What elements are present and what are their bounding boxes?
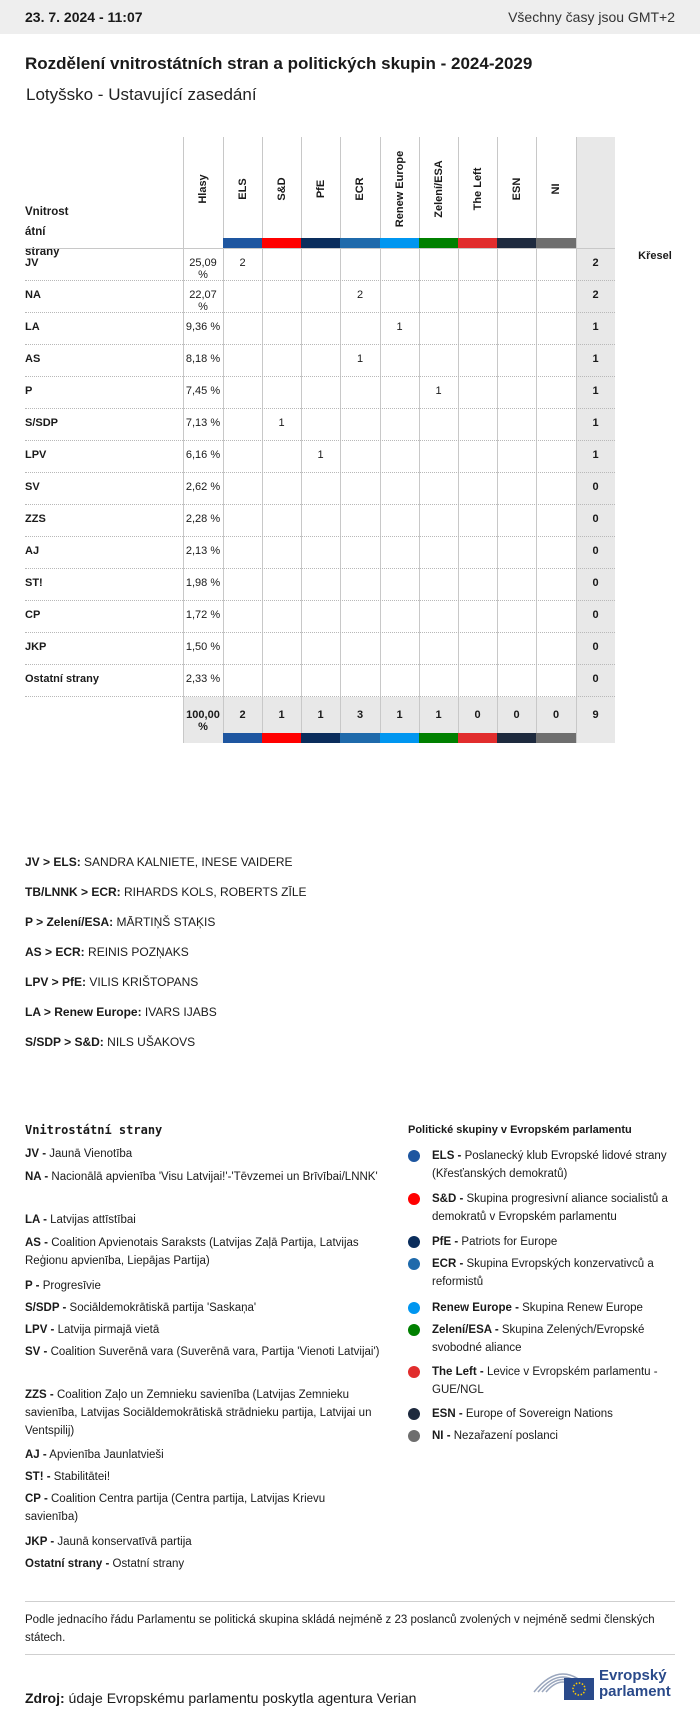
row-divider (25, 408, 615, 409)
row-total-seats: 0 (592, 641, 599, 653)
group-color-bar (419, 238, 458, 248)
group-name: Skupina progresivní aliance socialistů a demokratů v Evropském parlamentu (432, 1193, 668, 1223)
row-party-4: P (25, 385, 33, 397)
row-party-6: LPV (25, 449, 47, 461)
row-total-seats: 0 (592, 513, 599, 525)
group-name: Poslanecký klub Evropské lidové strany (Křesťanských demokratů) (432, 1150, 667, 1180)
row-party-12: JKP (25, 641, 47, 653)
group-color-bar (301, 238, 340, 248)
row-party-9: AJ (25, 545, 40, 557)
ep-logo (530, 1662, 680, 1710)
group-color-bar (419, 733, 458, 743)
group-abbr: ELS - (432, 1150, 462, 1162)
group-color-dot-icon (408, 1302, 420, 1314)
national-party-entry (25, 1446, 380, 1464)
row-votes: 22,07 % (189, 289, 217, 313)
national-party-entry (25, 1555, 380, 1573)
national-party-abbr: Ostatní strany - (25, 1558, 110, 1570)
group-name: Skupina Renew Europe (518, 1302, 643, 1314)
national-party-entry (25, 1277, 380, 1295)
votes-column-header: Hlasy (197, 174, 209, 204)
mep-names: VILIS KRIŠTOPANS (86, 975, 199, 989)
row-divider (25, 664, 615, 665)
mep-entry (25, 1005, 217, 1019)
national-party-entry (25, 1343, 380, 1361)
group-color-dot-icon (408, 1408, 420, 1420)
row-group-seats: 1 (278, 417, 285, 429)
group-entry (408, 1321, 678, 1357)
group-abbr: Renew Europe - (432, 1302, 519, 1314)
mep-names: MĀRTIŅŠ STAĶIS (113, 915, 216, 929)
total-group-seats: 1 (317, 709, 324, 721)
row-group-seats: 1 (396, 321, 403, 333)
header-divider (25, 248, 615, 249)
national-party-abbr: JV - (25, 1148, 47, 1160)
national-party-name: Apvienība Jaunlatvieši (46, 1449, 164, 1461)
group-legend-title: Politické skupiny v Evropském parlamentu (408, 1124, 632, 1136)
total-seats: 9 (592, 709, 599, 721)
group-color-bar (536, 238, 576, 248)
group-color-dot-icon (408, 1258, 420, 1270)
row-total-seats: 0 (592, 673, 599, 685)
ep-emblem-icon (530, 1662, 596, 1702)
row-votes: 9,36 % (185, 321, 221, 333)
group-header-els: ELS (236, 178, 249, 200)
mep-key: TB/LNNK > ECR: (25, 885, 121, 899)
row-total-seats: 0 (592, 609, 599, 621)
group-header-zelen-esa: Zelení/ESA (432, 160, 445, 218)
national-party-abbr: LA - (25, 1214, 47, 1226)
national-party-entry (25, 1299, 380, 1317)
row-total-seats: 2 (592, 289, 599, 301)
national-legend-title: Vnitrostátní strany (25, 1123, 163, 1137)
row-party-13: Ostatní strany (25, 673, 99, 685)
total-group-seats: 0 (513, 709, 520, 721)
group-color-bar (301, 733, 340, 743)
group-color-bar (340, 733, 380, 743)
row-divider (25, 344, 615, 345)
row-party-11: CP (25, 609, 41, 621)
top-bar (0, 0, 700, 34)
national-party-entry (25, 1145, 380, 1163)
row-party-3: AS (25, 353, 41, 365)
row-party-7: SV (25, 481, 40, 493)
national-party-entry (25, 1234, 380, 1270)
group-entry (408, 1147, 678, 1183)
national-party-abbr: ZZS - (25, 1389, 54, 1401)
group-name: Skupina Evropských konzervativců a reformistů (432, 1258, 654, 1288)
mep-key: LA > Renew Europe: (25, 1005, 142, 1019)
national-party-name: Nacionālā apvienība 'Visu Latvijai!'-'Tēvzemei un Brīvībai/LNNK' (48, 1171, 378, 1183)
row-total-seats: 1 (592, 385, 599, 397)
row-total-seats: 1 (592, 353, 599, 365)
group-name: Europe of Sovereign Nations (462, 1408, 613, 1420)
row-votes: 1,98 % (185, 577, 221, 589)
group-abbr: NI - (432, 1430, 451, 1442)
national-party-name: Ostatní strany (109, 1558, 185, 1570)
national-party-name: Stabilitātei! (50, 1471, 111, 1483)
group-header-renew-europe: Renew Europe (393, 150, 406, 228)
total-group-seats: 1 (396, 709, 403, 721)
national-party-name: Coalition Apvienotais Saraksts (Latvijas Zaļā Partija, Latvijas Reģionu apvienība, Liepājas Partija) (25, 1237, 359, 1267)
group-entry (408, 1190, 678, 1226)
row-total-seats: 0 (592, 481, 599, 493)
mep-key: AS > ECR: (25, 945, 85, 959)
row-group-seats: 2 (356, 289, 364, 301)
row-party-0: JV (25, 257, 39, 269)
row-votes: 8,18 % (185, 353, 221, 365)
divider (25, 1654, 675, 1655)
row-total-seats: 2 (592, 257, 599, 269)
source-label: Zdroj: (25, 1690, 65, 1706)
group-color-bar (223, 733, 262, 743)
total-group-seats: 3 (356, 709, 364, 721)
group-color-dot-icon (408, 1366, 420, 1378)
total-votes: 100,00 % (186, 709, 220, 733)
group-header-esn: ESN (510, 177, 523, 201)
divider (25, 1601, 675, 1602)
party-column-header (25, 202, 115, 262)
group-header-the-left: The Left (471, 167, 484, 211)
row-party-2: LA (25, 321, 40, 333)
national-party-entry (25, 1490, 380, 1526)
row-divider (25, 696, 615, 697)
row-divider (25, 504, 615, 505)
group-color-bar (458, 238, 497, 248)
group-abbr: Zelení/ESA - (432, 1324, 499, 1336)
results-table (25, 137, 675, 815)
row-divider (25, 472, 615, 473)
row-divider (25, 600, 615, 601)
source (25, 1690, 416, 1706)
group-color-bar (458, 733, 497, 743)
row-divider (25, 312, 615, 313)
national-party-abbr: LPV - (25, 1324, 55, 1336)
mep-key: LPV > PfE: (25, 975, 87, 989)
national-party-entry (25, 1321, 380, 1339)
national-party-abbr: CP - (25, 1493, 48, 1505)
row-divider (25, 280, 615, 281)
national-party-abbr: ST! - (25, 1471, 51, 1483)
mep-key: P > Zelení/ESA: (25, 915, 114, 929)
national-party-name: Latvijas attīstībai (46, 1214, 136, 1226)
mep-names: SANDRA KALNIETE, INESE VAIDERE (80, 855, 293, 869)
group-name: Levice v Evropském parlamentu - GUE/NGL (432, 1366, 658, 1396)
source-text: údaje Evropskému parlamentu poskytla agentura Verian (68, 1690, 417, 1706)
row-divider (25, 376, 615, 377)
national-party-abbr: S/SDP - (25, 1302, 67, 1314)
mep-entry (25, 885, 307, 899)
group-abbr: S&D - (432, 1193, 464, 1205)
row-party-5: S/SDP (25, 417, 59, 429)
group-color-dot-icon (408, 1193, 420, 1205)
group-color-bar (497, 733, 536, 743)
group-color-bar (497, 238, 536, 248)
total-group-seats: 2 (239, 709, 246, 721)
row-total-seats: 0 (592, 577, 599, 589)
mep-entry (25, 915, 215, 929)
national-party-entry (25, 1211, 380, 1229)
row-votes: 6,16 % (185, 449, 221, 461)
national-party-abbr: SV - (25, 1346, 48, 1358)
row-total-seats: 1 (592, 417, 599, 429)
logo-line-2: parlament (599, 1683, 671, 1700)
mep-names: IVARS IJABS (141, 1005, 217, 1019)
group-abbr: ECR - (432, 1258, 464, 1270)
row-group-seats: 1 (317, 449, 324, 461)
national-party-name: Jaunā konservatīvā partija (54, 1536, 192, 1548)
mep-entry (25, 855, 293, 869)
national-party-abbr: AJ - (25, 1449, 47, 1461)
total-group-seats: 0 (552, 709, 560, 721)
row-votes: 7,13 % (185, 417, 221, 429)
row-votes: 2,28 % (185, 513, 221, 525)
national-party-abbr: JKP - (25, 1536, 55, 1548)
row-divider (25, 632, 615, 633)
mep-key: JV > ELS: (25, 855, 81, 869)
row-party-10: ST! (25, 577, 43, 589)
row-votes: 25,09 % (189, 257, 217, 281)
logo-line-1: Evropský (599, 1667, 667, 1684)
row-votes: 7,45 % (185, 385, 221, 397)
national-party-name: Progresīvie (39, 1280, 101, 1292)
row-votes: 1,72 % (185, 609, 221, 621)
group-entry (408, 1233, 678, 1251)
national-party-entry (25, 1168, 380, 1186)
group-color-dot-icon (408, 1236, 420, 1248)
page-subtitle: Lotyšsko - Ustavující zasedání (26, 85, 257, 104)
group-entry (408, 1299, 678, 1317)
group-name: Skupina Zelených/Evropské svobodné aliance (432, 1324, 645, 1354)
row-party-8: ZZS (25, 513, 46, 525)
group-color-dot-icon (408, 1324, 420, 1336)
party-header-line: átní (25, 226, 46, 238)
timezone-note: Všechny časy jsou GMT+2 (508, 9, 675, 25)
mep-entry (25, 975, 198, 989)
row-party-1: NA (25, 289, 41, 301)
national-party-name: Coalition Zaļo un Zemnieku savienība (Latvijas Zemnieku savienība, Latvijas Sociāldemokrātiskā strādnieku partija, Latvijai un Ventspilij) (25, 1389, 372, 1437)
row-group-seats: 1 (435, 385, 442, 397)
group-abbr: ESN - (432, 1408, 463, 1420)
group-name: Nezařazení poslanci (450, 1430, 558, 1442)
national-party-name: Latvija pirmajā vietā (54, 1324, 160, 1336)
row-total-seats: 0 (592, 545, 599, 557)
national-party-entry (25, 1386, 380, 1440)
party-header-line: Vnitrost (25, 206, 69, 218)
national-party-abbr: AS - (25, 1237, 48, 1249)
mep-names: NILS UŠAKOVS (103, 1035, 196, 1049)
group-color-dot-icon (408, 1430, 420, 1442)
group-entry (408, 1255, 678, 1291)
total-group-seats: 1 (435, 709, 442, 721)
group-name: Patriots for Europe (458, 1236, 558, 1248)
total-group-seats: 1 (278, 709, 285, 721)
row-total-seats: 1 (592, 449, 599, 461)
datetime: 23. 7. 2024 - 11:07 (25, 9, 143, 25)
row-total-seats: 1 (592, 321, 599, 333)
seats-column-header: Křesel (638, 250, 672, 262)
group-abbr: The Left - (432, 1366, 484, 1378)
mep-entry (25, 945, 189, 959)
group-color-bar (380, 733, 419, 743)
row-divider (25, 536, 615, 537)
group-header-ecr: ECR (354, 177, 366, 201)
group-color-bar (223, 238, 262, 248)
rules-note: Podle jednacího řádu Parlamentu se politická skupina skládá nejméně z 23 poslanců zvolených v nejméně sedmi členských státech. (25, 1614, 655, 1644)
row-divider (25, 568, 615, 569)
row-votes: 2,33 % (185, 673, 221, 685)
group-header-s-d: S&D (275, 177, 288, 201)
group-entry (408, 1427, 678, 1445)
group-color-bar (262, 733, 301, 743)
mep-names: REINIS POZŅAKS (84, 945, 189, 959)
group-color-bar (380, 238, 419, 248)
group-header-pfe: PfE (314, 179, 327, 199)
group-color-bar (536, 733, 576, 743)
mep-key: S/SDP > S&D: (25, 1035, 104, 1049)
national-party-abbr: P - (25, 1280, 40, 1292)
page-title: Rozdělení vnitrostátních stran a politických skupin - 2024-2029 (25, 54, 533, 73)
national-party-entry (25, 1468, 380, 1486)
group-abbr: PfE - (432, 1236, 459, 1248)
group-color-bar (340, 238, 380, 248)
party-header-line: strany (25, 246, 60, 258)
national-party-name: Sociāldemokrātiskā partija 'Saskaņa' (66, 1302, 257, 1314)
row-votes: 2,13 % (185, 545, 221, 557)
national-party-entry (25, 1533, 380, 1551)
row-votes: 1,50 % (185, 641, 221, 653)
total-group-seats: 0 (474, 709, 481, 721)
mep-entry (25, 1035, 195, 1049)
national-party-abbr: NA - (25, 1171, 49, 1183)
national-party-name: Jaunā Vienotība (46, 1148, 133, 1160)
national-party-name: Coalition Suverēnā vara (Suverēnā vara, Partija 'Vienoti Latvijai') (47, 1346, 380, 1358)
mep-names: RIHARDS KOLS, ROBERTS ZĪLE (120, 885, 307, 899)
row-group-seats: 2 (239, 257, 246, 269)
national-party-name: Coalition Centra partija (Centra partija, Latvijas Krievu savienība) (25, 1493, 326, 1523)
row-group-seats: 1 (356, 353, 364, 365)
group-entry (408, 1363, 678, 1399)
group-header-ni: NI (550, 183, 562, 195)
group-color-bar (262, 238, 301, 248)
group-entry (408, 1405, 678, 1423)
row-votes: 2,62 % (185, 481, 221, 493)
group-color-dot-icon (408, 1150, 420, 1162)
row-divider (25, 440, 615, 441)
